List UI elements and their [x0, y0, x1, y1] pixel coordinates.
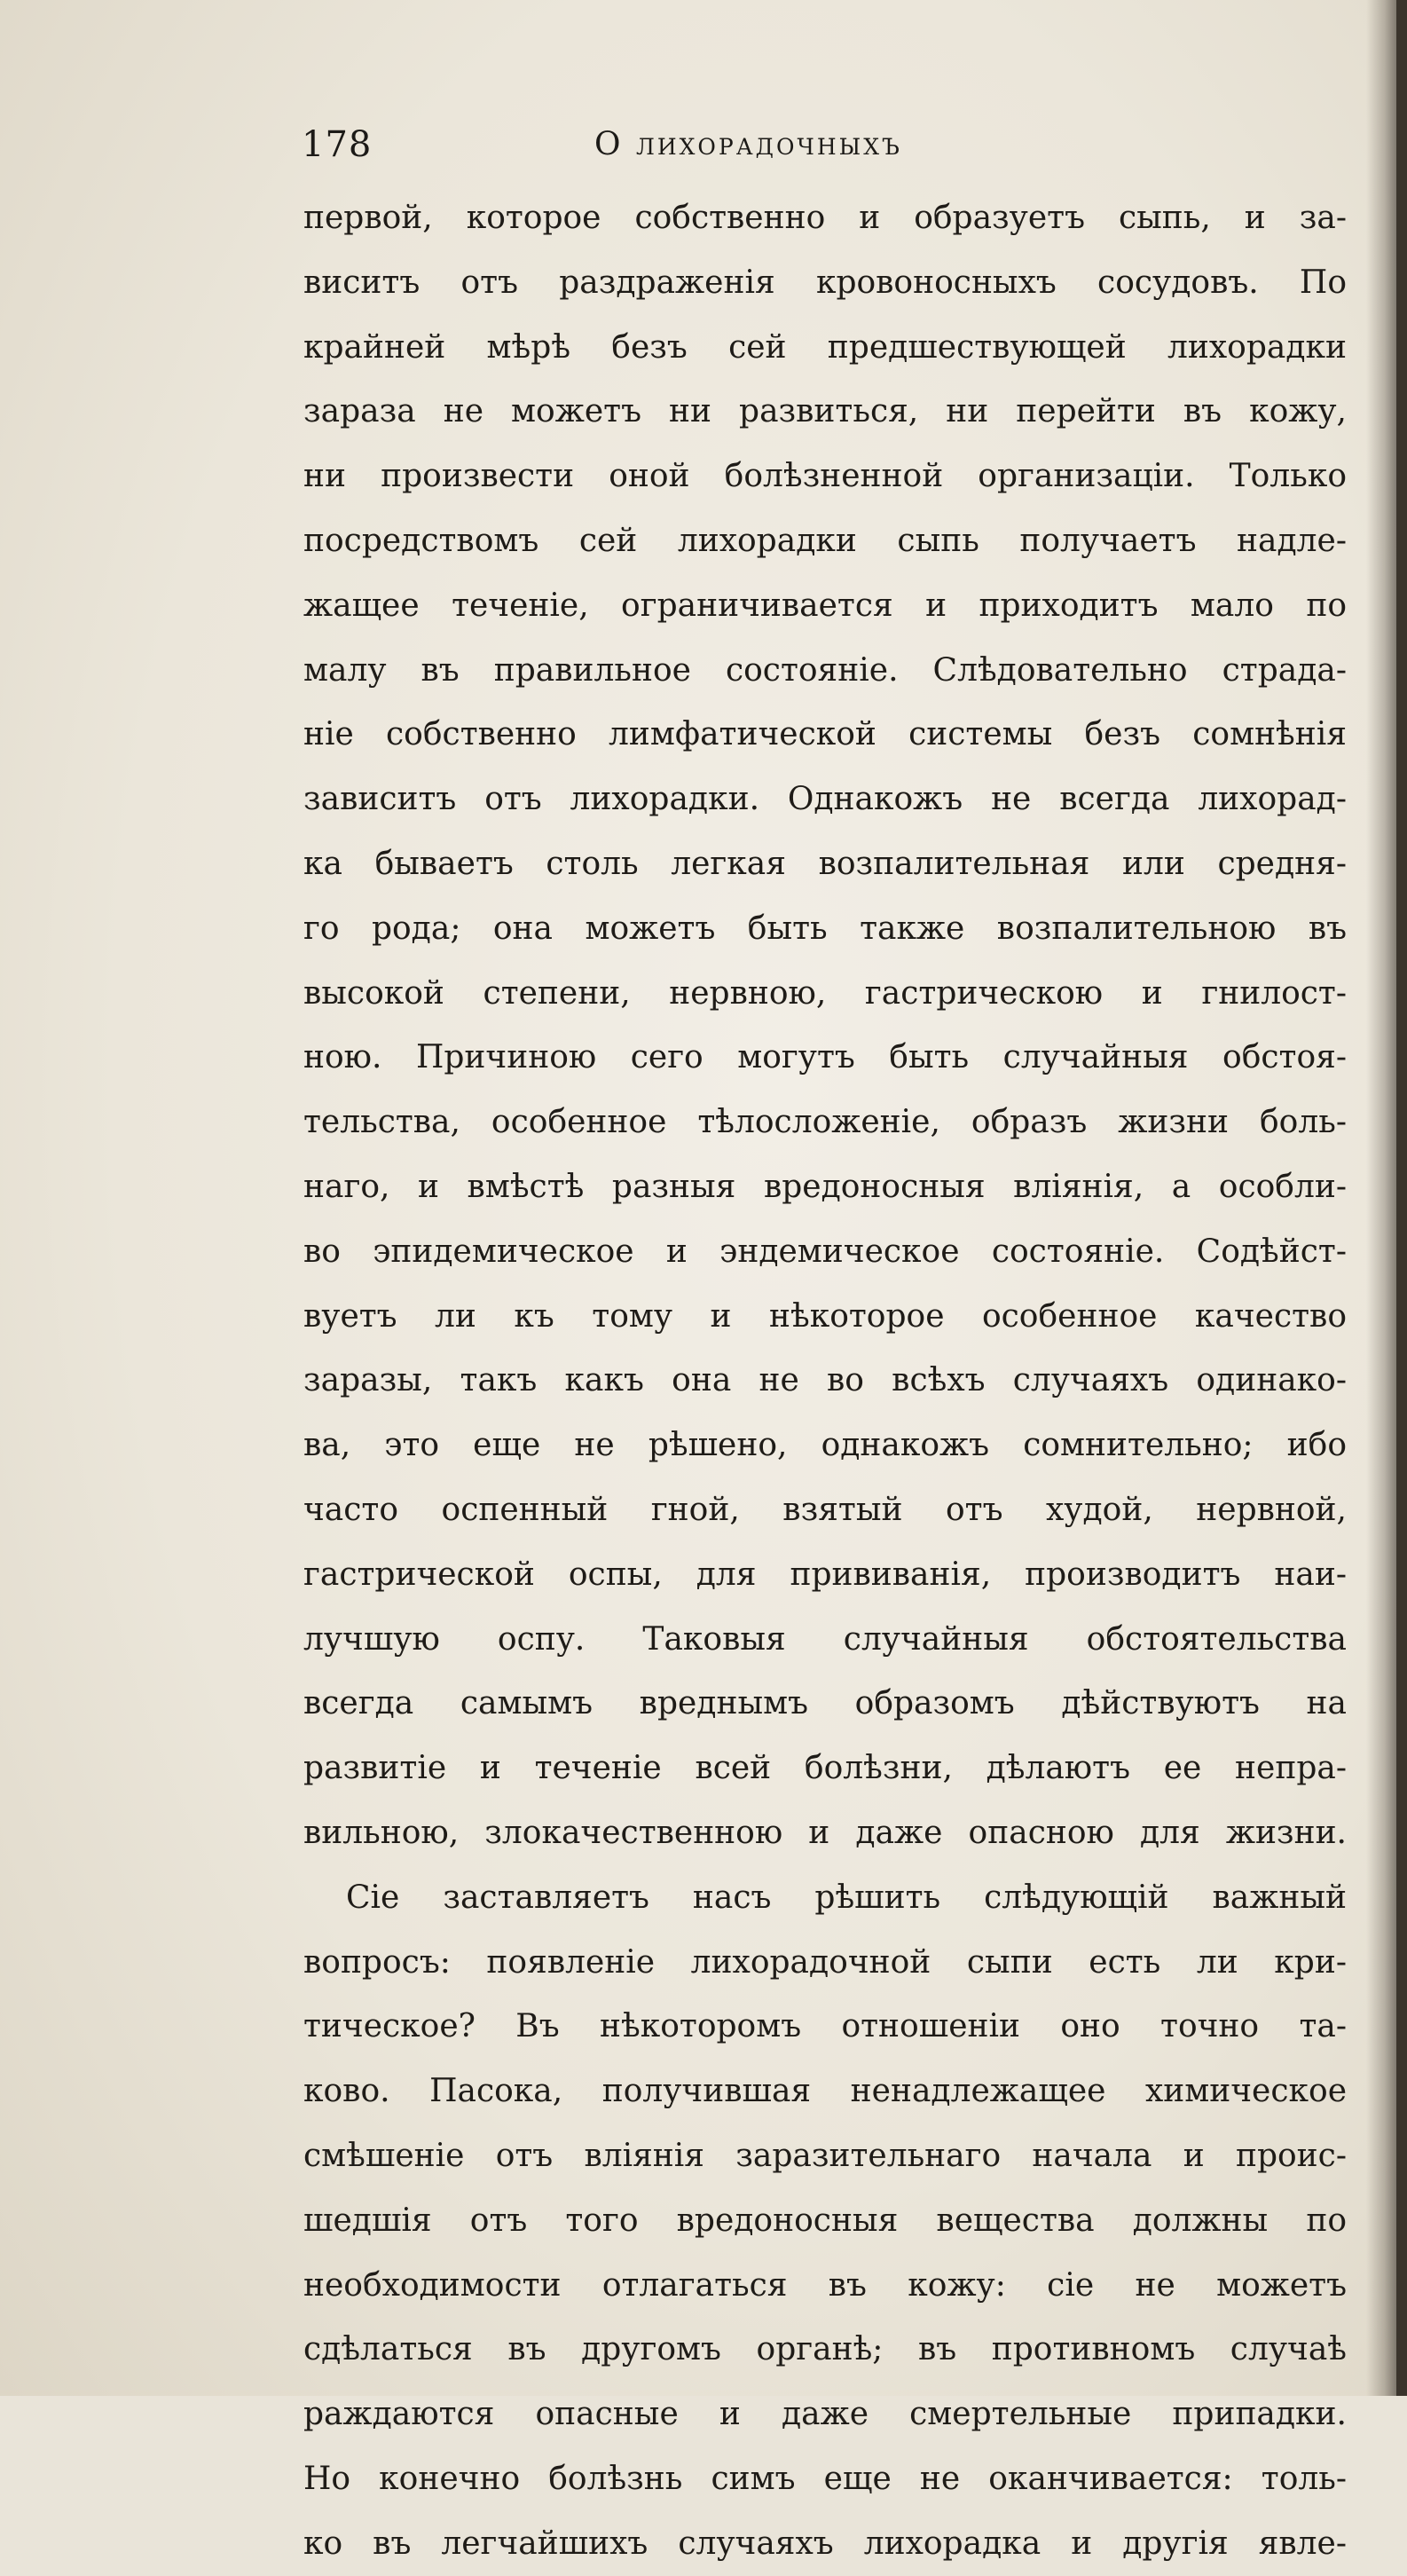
text-line: ково. Пасока, получившая ненадлежащее химическое [303, 2073, 1347, 2110]
body-text [303, 186, 1347, 2576]
text-line: первой, которое собственно и образуетъ сыпь, и за- [303, 200, 1347, 236]
text-line: жащее теченіе, ограничивается и приходитъ мало по [303, 587, 1347, 624]
text-line: вуетъ ли къ тому и нѣкоторое особенное качество [303, 1297, 1347, 1335]
text-line: гастрической оспы, для прививанія, производитъ наи- [303, 1556, 1347, 1593]
text-line: зависитъ отъ лихорадки. Однакожъ не всегда лихорад- [303, 781, 1347, 818]
text-line: ніе собственно лимфатической системы безъ сомнѣнія [303, 716, 1347, 753]
text-line: сдѣлаться въ другомъ органѣ; въ противномъ случаѣ [303, 2331, 1347, 2368]
text-line: Но конечно болѣзнь симъ еще не оканчивается: толь- [303, 2460, 1347, 2497]
paragraph-first-line: Сіе заставляетъ насъ рѣшить слѣдующій важный [346, 1879, 1347, 1916]
text-line: малу въ правильное состояніе. Слѣдовательно страда- [303, 651, 1347, 689]
text-line: всегда самымъ вреднымъ образомъ дѣйствуютъ на [303, 1685, 1347, 1722]
text-line: го рода; она можетъ быть также возпалительною въ [303, 910, 1347, 947]
text-line: ною. Причиною сего могутъ быть случайныя обстоя- [303, 1039, 1347, 1076]
text-line: наго, и вмѣстѣ разныя вредоносныя вліянія, а особли- [303, 1168, 1347, 1205]
text-line: заразы, такъ какъ она не во всѣхъ случаяхъ одинако- [303, 1362, 1347, 1399]
text-line: смѣшеніе отъ вліянія заразительнаго начала и проис- [303, 2137, 1347, 2174]
text-line: ка бываетъ столь легкая возпалительная или средня- [303, 845, 1347, 882]
text-line: ко въ легчайшихъ случаяхъ лихорадка и другія явле- [303, 2525, 1347, 2562]
text-line: тическое? Въ нѣкоторомъ отношеніи оно точно та- [303, 2008, 1347, 2045]
text-line: раждаются опасные и даже смертельные припадки. [303, 2396, 1347, 2433]
text-line: лучшую оспу. Таковыя случайныя обстоятельства [303, 1620, 1347, 1658]
text-line: необходимости отлагаться въ кожу: сіе не можетъ [303, 2266, 1347, 2304]
text-line: тельства, особенное тѣлосложеніе, образъ жизни боль- [303, 1104, 1347, 1141]
text-line: посредствомъ сей лихорадки сыпь получаетъ надле- [303, 522, 1347, 559]
text-line: развитіе и теченіе всей болѣзни, дѣлаютъ ее непра- [303, 1750, 1347, 1787]
page-edge [1396, 0, 1407, 2396]
text-line: ва, это еще не рѣшено, однакожъ сомнительно; ибо [303, 1427, 1347, 1464]
text-line: во эпидемическое и эндемическое состояніе. Содѣйст- [303, 1233, 1347, 1270]
text-line: зараза не можетъ ни развиться, ни перейти въ кожу, [303, 393, 1347, 430]
running-head [302, 124, 1348, 177]
text-line: вильною, злокачественною и даже опасною для жизни. [303, 1814, 1347, 1851]
text-line: высокой степени, нервною, гастрическою и гнилост- [303, 974, 1347, 1012]
text-line: часто оспенный гной, взятый отъ худой, нервной, [303, 1491, 1347, 1528]
text-line: виситъ отъ раздраженія кровоносныхъ сосудовъ. По [303, 264, 1347, 301]
page-number: 178 [302, 124, 373, 165]
text-line: крайней мѣрѣ безъ сей предшествующей лихорадки [303, 328, 1347, 366]
running-head-title: О лихорадочныхъ [594, 126, 902, 162]
text-line: ни произвести оной болѣзненной организаціи. Только [303, 458, 1347, 495]
text-line: шедшія отъ того вредоносныя вещества должны по [303, 2202, 1347, 2239]
text-line: вопросъ: появленіе лихорадочной сыпи есть ли кри- [303, 1943, 1347, 1981]
